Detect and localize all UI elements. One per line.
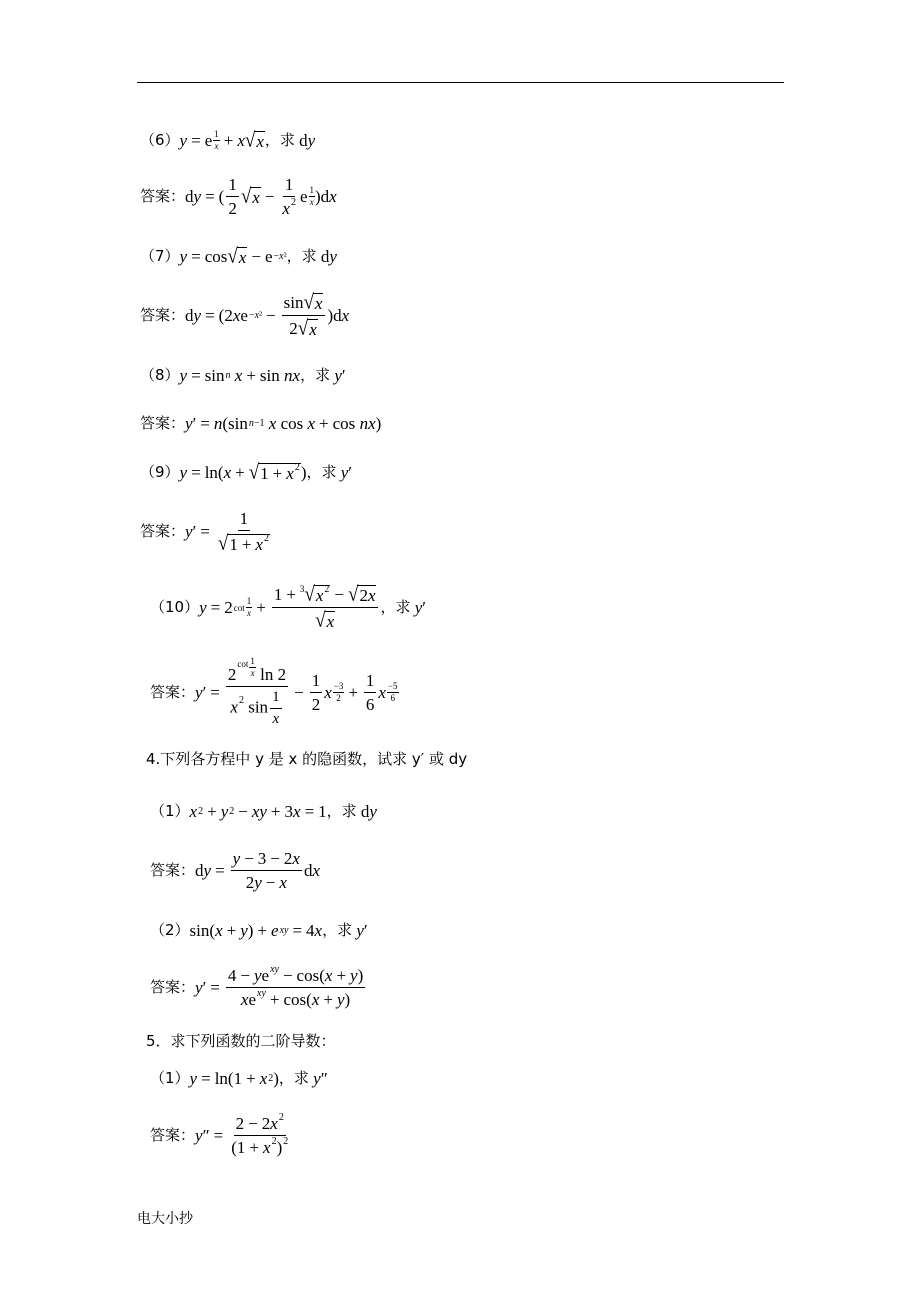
problem-label: （1） [150, 1069, 190, 1087]
section-4-heading: 4.下列各方程中 y 是 x 的隐函数，试求 y′ 或 dy [146, 750, 468, 768]
ask-text: ，求 [278, 1069, 309, 1087]
answer-label: 答案： [150, 861, 196, 879]
ask-text: ，求 [322, 921, 353, 939]
problem-label: （6） [140, 131, 180, 149]
answer-label: 答案： [150, 682, 196, 701]
footer-text: 电大小抄 [137, 1211, 193, 1227]
ask-text: ，求 [286, 247, 317, 265]
section-5-heading: 5．求下列函数的二阶导数： [146, 1032, 336, 1050]
problem-5-1: （1） y = ln (1 + x 2 ) ，求 y ″ [150, 1069, 328, 1088]
problem-label: （10） [150, 598, 200, 616]
problem-label: （7） [140, 247, 180, 265]
ask-text: ，求 [264, 131, 295, 149]
ask-text: ，求 [300, 366, 331, 384]
header-rule [137, 82, 784, 83]
answer-10: 答案： y ′ = $2^{cot}$ $\frac{1}{x}$ ln 2 $x^2$ sin $\frac{1}{x}$ − $\frac{1}{2}$ x −3 2 + $\frac{1}{6}$ x −5 6 [150, 656, 398, 727]
problem-label: （9） [140, 463, 180, 481]
answer-label: 答案： [150, 1126, 196, 1144]
answer-7: 答案： d y = (2 x e −x² − sin √ x 2 √ x ) d x [140, 290, 350, 341]
problem-8: （8） y = sin n x + sin nx ，求 y ′ [140, 366, 346, 385]
problem-9: （9） y = ln ( x + √ $1 + x^2$ ) ，求 y ′ [140, 460, 353, 485]
problem-10: （10） y = 2 cot 1 x + 1 + $^3$ √ $x^2$ − √ 2x √ x ，求 y ′ [150, 582, 427, 633]
answer-9: 答案： y ′ = 1 √ $1 + x^2$ [140, 509, 269, 556]
ask-text: ，求 [306, 463, 337, 481]
problem-4-2: （2） sin ( x + y ) + e xy = 4 x ，求 y ′ [150, 921, 368, 940]
problem-label: （8） [140, 366, 180, 384]
ask-text: ，求 [326, 802, 357, 820]
ask-text: ，求 [380, 598, 411, 616]
problem-6: （6） y = e 1 x + x √ x ，求 d y [140, 128, 316, 153]
answer-8: 答案： y ′ = n ( sin n−1 x cos x + cos nx ) [140, 414, 382, 433]
answer-5-1: 答案： y ″ = $\frac{2 - 2x^2}{(1 + x^2)^2}$ [150, 1112, 289, 1157]
answer-4-1: 答案： d y = $\frac{y - 3 - 2x}{2y - x}$ d x [150, 849, 320, 892]
answer-label: 答案： [140, 414, 186, 432]
answer-label: 答案： [140, 522, 186, 540]
problem-4-1: （1） x 2 + y 2 − xy + 3 x = 1 ，求 d y [150, 802, 377, 821]
answer-4-2: 答案： y ′ = $\frac{4 - ye^{xy} - \cos(x + y)}{xe^{xy} + \cos(x + y)}$ [150, 964, 364, 1009]
problem-label: （1） [150, 802, 190, 820]
answer-6: 答案： d y = ( $\frac{1}{2}$ √ x − $\frac{1}{x^2}$ e 1 x ) d x [140, 175, 337, 218]
answer-label: 答案： [150, 978, 196, 996]
problem-label: （2） [150, 921, 190, 939]
answer-label: 答案： [140, 187, 186, 205]
problem-7: （7） y = cos √ x − e −x² ，求 d y [140, 244, 337, 269]
answer-label: 答案： [140, 306, 186, 324]
